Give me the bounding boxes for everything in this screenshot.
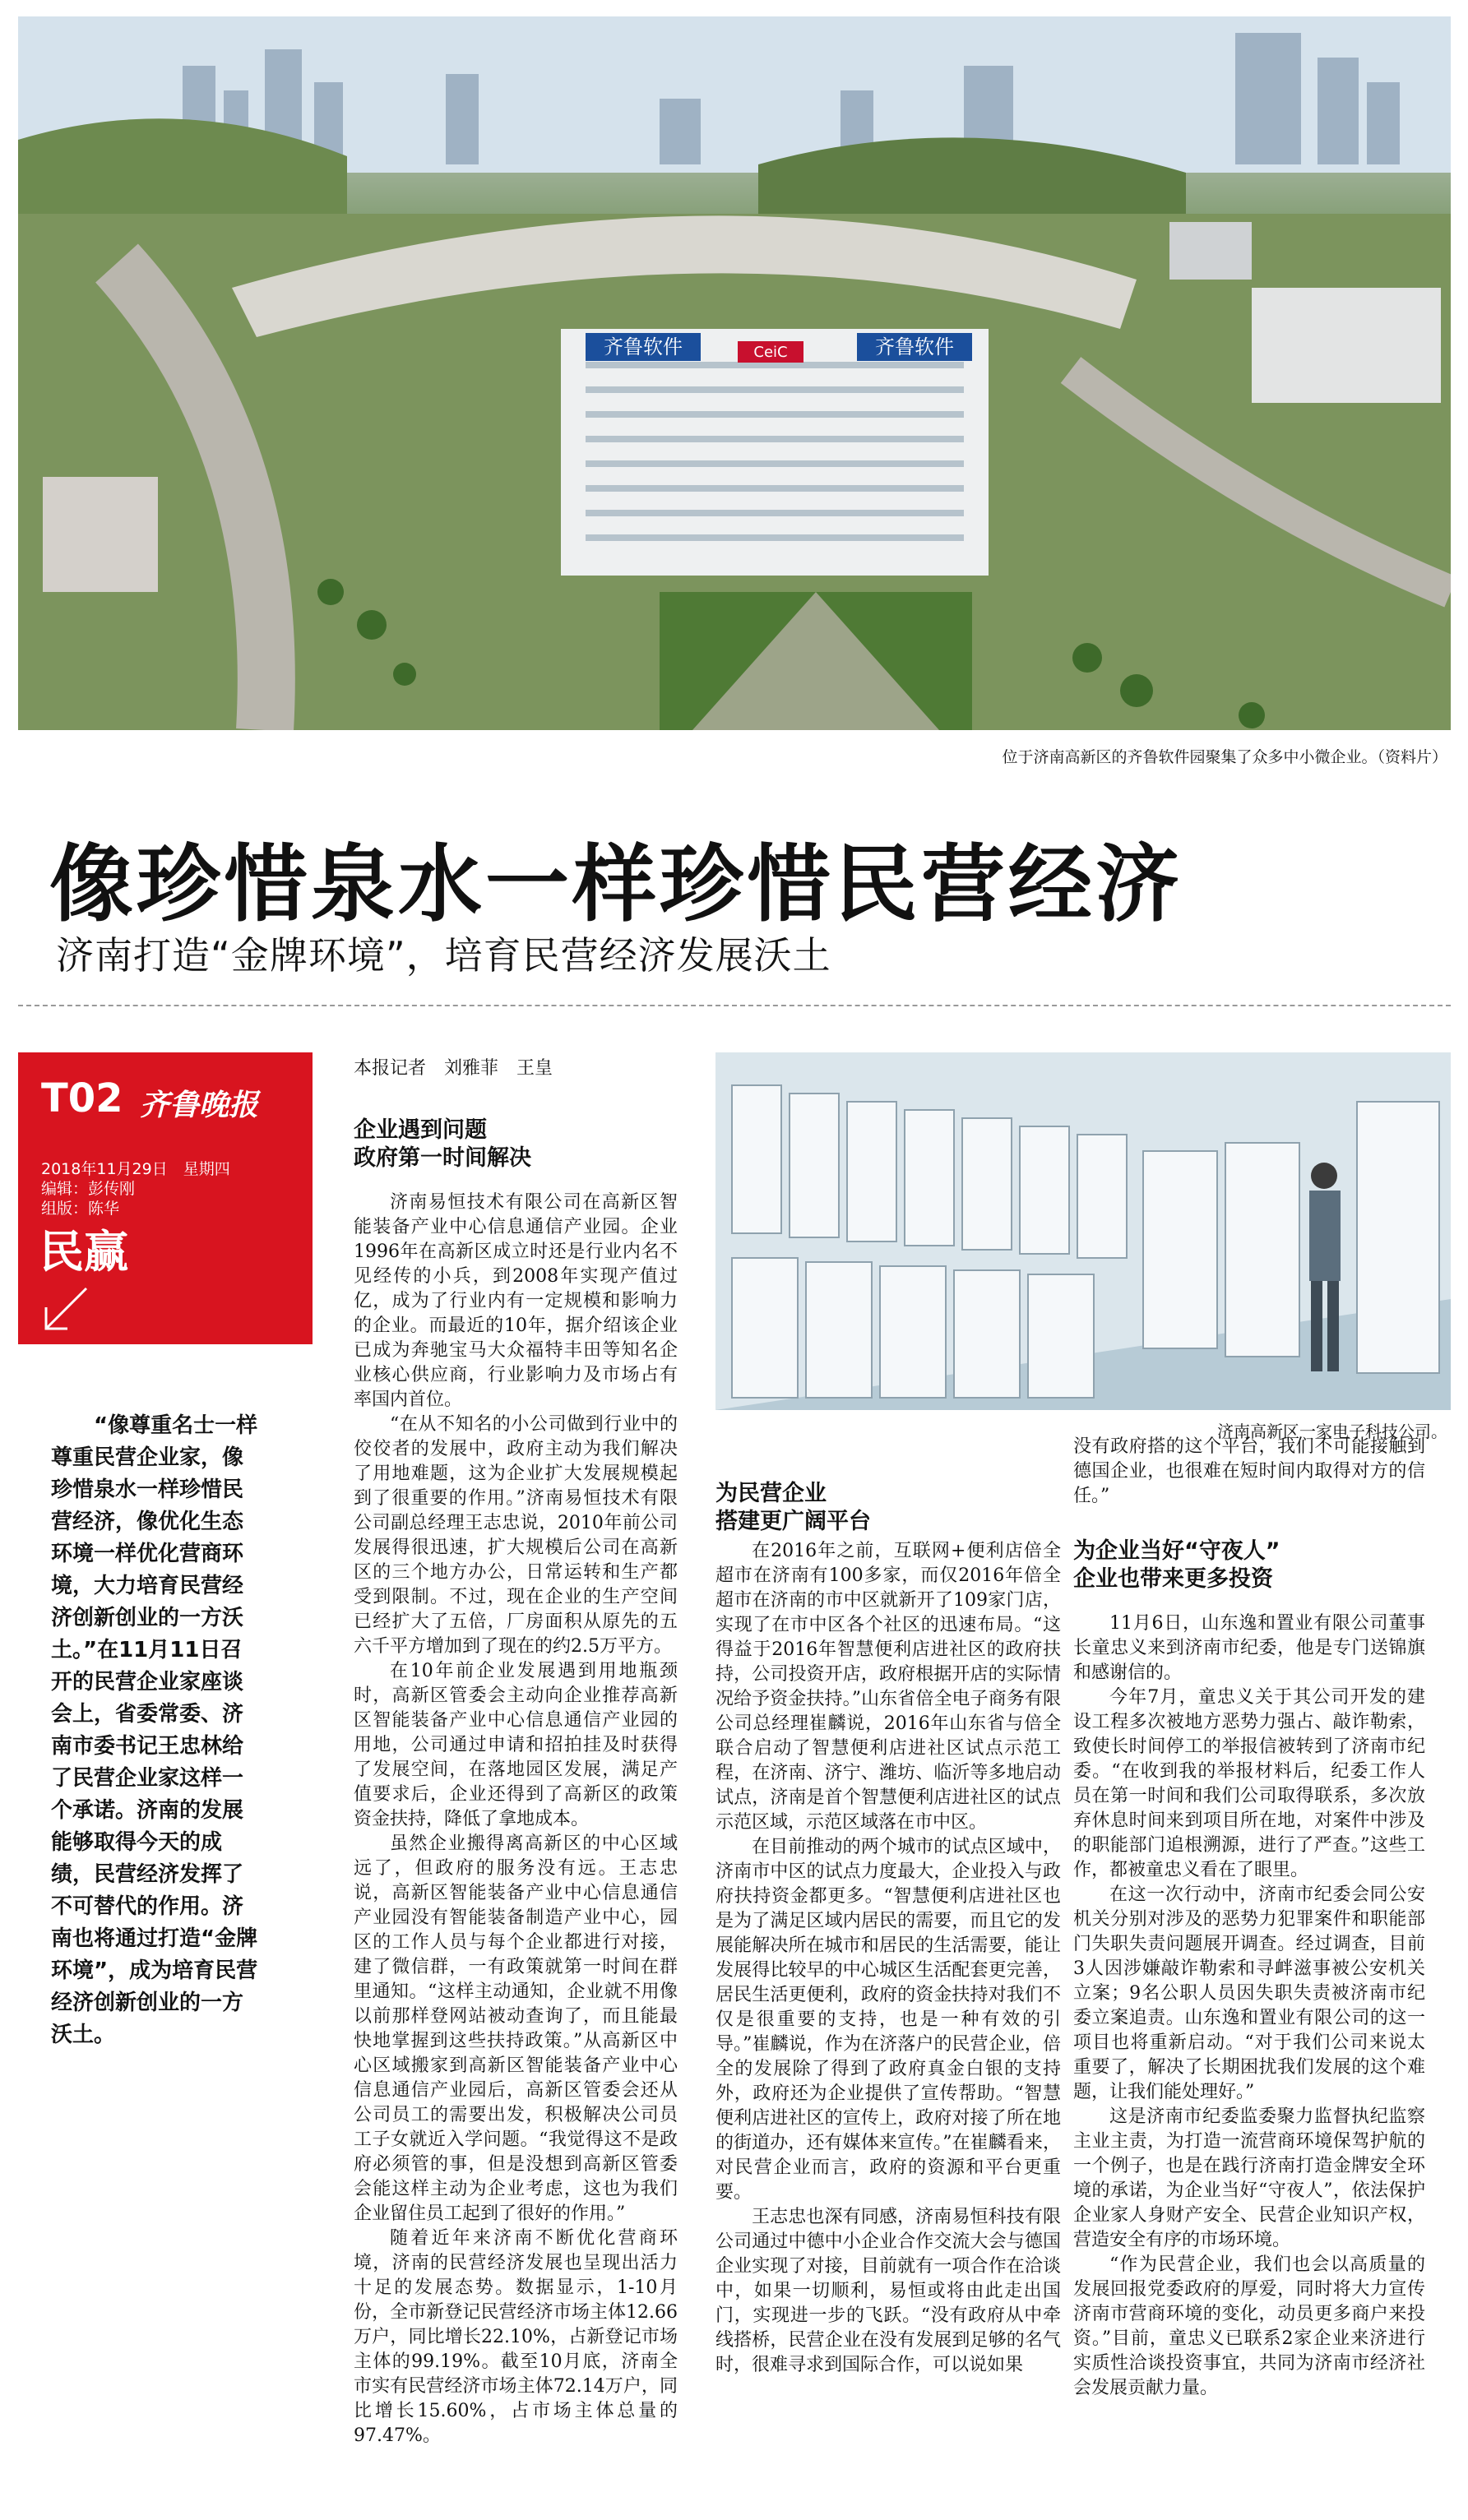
paragraph: 济南易恒技术有限公司在高新区智能装备产业中心信息通信产业园。企业1996年在高新区成立时还是行业内名不见经传的小兵，到2008年实现产值过亿，成为了行业内有一定规模和影响力的企业。而最近的10年，据介绍该企业已成为奔驰宝马大众福特丰田等知名企业核心供应商，行业影响力及市场占有率国内首位。 bbox=[354, 1192, 678, 1410]
server-room-photo bbox=[715, 1052, 1451, 1410]
subtitle-1 bbox=[354, 1117, 683, 1172]
section-name: 民赢 bbox=[39, 1226, 128, 1278]
server-room-illustration bbox=[715, 1052, 1451, 1410]
paper-name: 齐鲁晚报 bbox=[140, 1089, 259, 1122]
paragraph: 在2016年之前，互联网+便利店倍全超市在济南有100多家，而仅2016年倍全超市在济南的市中区就新开了109家门店，实现了在市中区各个社区的迅速布局。“这得益于2016年智慧便利店进社区的政府扶持，公司投资开店，政府根据开店的实际情况给予资金扶持。”山东省倍全电子商务有限公司总经理崔麟说，2016年山东省与倍全联合启动了智慧便利店进社区试点示范工程，在济南、济宁、潍坊、临沂等多地启动试点，济南是首个智慧便利店进社区的试点示范区域，示范区域落在市中区。 bbox=[715, 1541, 1061, 1833]
paragraph: 今年7月，童忠义关于其公司开发的建设工程多次被地方恶势力强占、敲诈勒索，致使长时间停工的举报信被转到了济南市纪委。“在收到我的举报材料后，纪委工作人员在第一时间和我们公司取得联系，多次放弃休息时间来到项目所在地，对案件中涉及的职能部门追根溯源，进行了严查。”这些工作，都被童忠义看在了眼里。 bbox=[1073, 1687, 1425, 1880]
issue-date: 2018年11月29日 星期四 bbox=[41, 1160, 230, 1178]
sign-right: 齐鲁软件 bbox=[875, 335, 954, 358]
article-column-4 bbox=[1073, 1611, 1425, 2401]
sign-center: CeiC bbox=[753, 344, 788, 361]
issue-info bbox=[41, 1159, 230, 1218]
hero-caption: 位于济南高新区的齐鲁软件园聚集了众多中小微企业。（资料片） bbox=[1002, 748, 1447, 766]
subtitle-3-line1: 为企业当好“守夜人” bbox=[1073, 1538, 1280, 1564]
subtitle-2 bbox=[715, 1480, 1044, 1536]
paragraph: 在10年前企业发展遇到用地瓶颈时，高新区管委会主动向企业推荐高新区智能装备产业中心信息通信产业园的用地，公司通过申请和招拍挂及时获得了发展空间，在落地园区发展，满足产值要求后，企业还得到了高新区的政策资金扶持，降低了拿地成本。 bbox=[354, 1661, 678, 1829]
photo2-caption: 济南高新区一家电子科技公司。 bbox=[1217, 1422, 1447, 1441]
layout-editor: 组版：陈华 bbox=[41, 1200, 120, 1218]
editor: 编辑：彭传刚 bbox=[41, 1180, 136, 1198]
subtitle-2-line1: 为民营企业 bbox=[715, 1481, 827, 1506]
page-code: T02 bbox=[41, 1075, 123, 1121]
paragraph: “作为民营企业，我们也会以高质量的发展回报党委政府的厚爱，同时将大力宣传济南市营商环境的变化，动员更多商户来投资。”目前，童忠义已联系2家企业来济进行实质性洽谈投资事宜，共同为济南市经济社会发展贡献力量。 bbox=[1073, 2254, 1425, 2398]
lead-column bbox=[51, 1410, 263, 2051]
section-banner bbox=[18, 1052, 313, 1344]
divider bbox=[18, 1005, 1451, 1006]
paragraph: 虽然企业搬得离高新区的中心区域远了，但政府的服务没有远。王志忠说，高新区智能装备产业中心信息通信产业园没有智能装备制造产业中心，园区的工作人员与每个企业都进行对接，建了微信群，一有政策就第一时间在群里通知。“这样主动通知，企业就不用像以前那样登网站被动查询了，而且能最快地掌握到这些扶持政策。”从高新区中心区域搬家到高新区智能装备产业中心信息通信产业园后，高新区管委会还从公司员工的需要出发，积极解决公司员工子女就近入学问题。“我觉得这不是政府必须管的事，但是没想到高新区管委会能这样主动为企业考虑，这也为我们企业留住员工起到了很好的作用。” bbox=[354, 1833, 678, 2224]
byline: 本报记者 刘雅菲 王皇 bbox=[354, 1058, 553, 1079]
headline: 像珍惜泉水一样珍惜民营经济 bbox=[49, 836, 1183, 934]
hero-photo-illustration bbox=[18, 16, 1451, 730]
subtitle-1-line2: 政府第一时间解决 bbox=[354, 1145, 531, 1171]
paragraph: 王志忠也深有同感，济南易恒科技有限公司通过中德中小企业合作交流大会与德国企业实现了对接，目前就有一项合作在洽谈中，如果一切顺利，易恒或将由此走出国门，实现进一步的飞跃。“没有政府从中牵线搭桥，民营企业在没有发展到足够的名气时，很难寻求到国际合作，可以说如果 bbox=[715, 2207, 1061, 2375]
article-column-4-continued bbox=[1073, 1435, 1425, 1509]
hero-photo bbox=[18, 16, 1451, 730]
paragraph: 随着近年来济南不断优化营商环境，济南的民营经济发展也呈现出活力十足的发展态势。数据显示，1-10月份，全市新登记民营经济市场主体12.66万户，同比增长22.10%，占新登记市场主体的99.19%。截至10月底，济南全市实有民营经济市场主体72.14万户，同比增长15.60%，占市场主体总量的97.47%。 bbox=[354, 2228, 678, 2446]
lead-paragraph: “像尊重名士一样尊重民营企业家，像珍惜泉水一样珍惜民营经济，像优化生态环境一样优化营商环境，大力培育民营经济创新创业的一方沃土。”在11月11日召开的民营企业家座谈会上，省委常委、济南市委书记王忠林给了民营企业家这样一个承诺。济南的发展能够取得今天的成绩，民营经济发挥了不可替代的作用。济南也将通过打造“金牌环境”，成为培育民营经济创新创业的一方沃土。 bbox=[51, 1413, 258, 2047]
paragraph: “在从不知名的小公司做到行业中的佼佼者的发展中，政府主动为我们解决了用地难题，这为企业扩大发展规模起到了很重要的作用。”济南易恒技术有限公司副总经理王志忠说，2010年前公司发展得很迅速，扩大规模后公司在高新区的三个地方办公，日常运转和生产都受到限制。不过，现在企业的生产空间已经扩大了五倍，厂房面积从原先的五六千平方增加到了现在的约2.5万平方。 bbox=[354, 1414, 678, 1657]
paragraph: 11月6日，山东逸和置业有限公司董事长童忠义来到济南市纪委，他是专门送锦旗和感谢信的。 bbox=[1073, 1613, 1425, 1683]
paragraph: 在目前推动的两个城市的试点区域中，济南市中区的试点力度最大，企业投入与政府扶持资金都更多。“智慧便利店进社区也是为了满足区域内居民的需要，而且它的发展能解决所在城市和居民的生活需要，能让发展得比较早的中心城区生活配套更完善，居民生活更便利，政府的资金扶持对我们不仅是很重要的支持，也是一种有效的引导。”崔麟说，作为在济落户的民营企业，倍全的发展除了得到了政府真金白银的支持外，政府还为企业提供了宣传帮助。“智慧便利店进社区的宣传上，政府对接了所在地的街道办，还有媒体来宣传。”在崔麟看来，对民营企业而言，政府的资源和平台更重要。 bbox=[715, 1837, 1061, 2203]
arrow-down-left-icon bbox=[41, 1284, 90, 1334]
subtitle-3 bbox=[1073, 1537, 1435, 1593]
paragraph: 在这一次行动中，济南市纪委会同公安机关分别对涉及的恶势力犯罪案件和职能部门失职失责问题展开调查。经过调查，目前3人因涉嫌敲诈勒索和寻衅滋事被公安机关立案；9名公职人员因失职失责被济南市纪委立案追责。山东逸和置业有限公司的这一项目也将重新启动。“对于我们公司来说太重要了，解决了长期困扰我们发展的这个难题，让我们能处理好。” bbox=[1073, 1884, 1425, 2102]
paragraph: 没有政府搭的这个平台，我们不可能接触到德国企业，也很难在短时间内取得对方的信任。” bbox=[1073, 1436, 1425, 1506]
sign-left: 齐鲁软件 bbox=[604, 335, 683, 358]
subtitle-3-line2: 企业也带来更多投资 bbox=[1073, 1566, 1273, 1592]
subtitle-2-line2: 搭建更广阔平台 bbox=[715, 1509, 871, 1534]
subheadline: 济南打造“金牌环境”，培育民营经济发展沃土 bbox=[56, 933, 831, 978]
article-column-3 bbox=[715, 1539, 1061, 2378]
article-column-2 bbox=[354, 1191, 678, 2448]
subtitle-1-line1: 企业遇到问题 bbox=[354, 1117, 487, 1143]
paragraph: 这是济南市纪委监委聚力监督执纪监察主业主责，为打造一流营商环境保驾护航的一个例子，也是在践行济南打造金牌安全环境的承诺，为企业当好“守夜人”，依法保护企业家人身财产安全、民营企业知识产权，营造安全有序的市场环境。 bbox=[1073, 2106, 1425, 2250]
